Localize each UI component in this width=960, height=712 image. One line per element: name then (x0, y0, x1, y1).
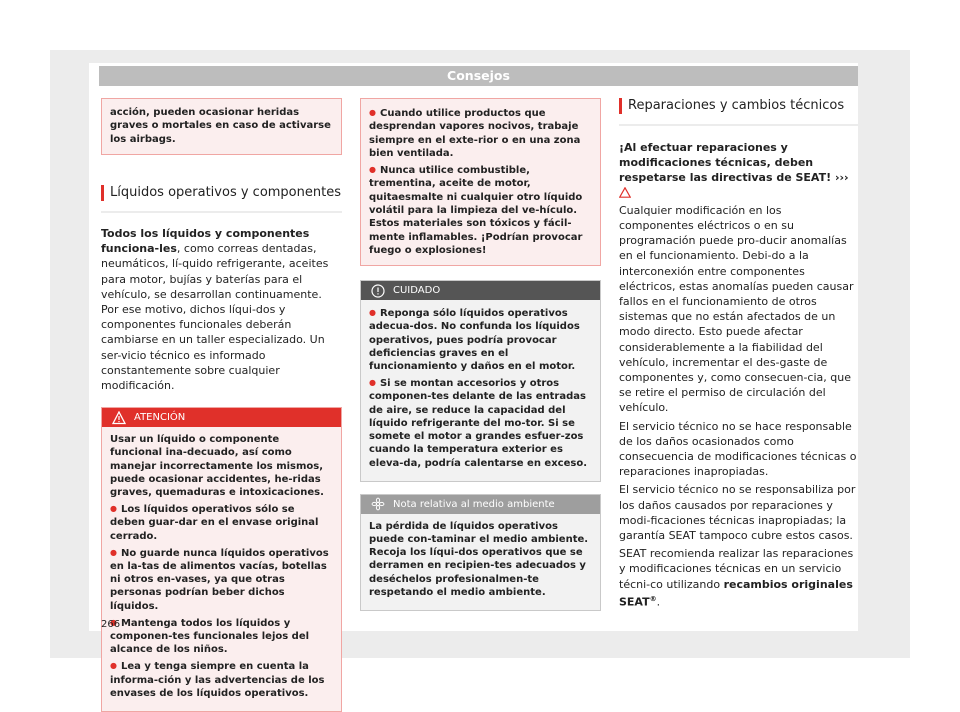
medio-ambiente-label: Nota relativa al medio ambiente (393, 498, 555, 510)
atencion-bullet: ● Mantenga todos los líquidos y componen-tes funcionales lejos del alcance de los niños. (110, 616, 333, 657)
section-divider (619, 124, 859, 126)
atencion-bullet: ● Lea y tenga siempre en cuenta la informa-ción y las advertencias de los envases de los líquidos operativos. (110, 659, 333, 700)
paragraph-4-start: SEAT recomienda realizar las reparaciones y modificaciones técnicas en un servicio técni-co utilizando (619, 547, 854, 591)
page-header: Consejos (99, 66, 858, 86)
atencion-intro: Usar un líquido o componente funcional ina-decuado, así como manejar incorrectamente los mismos, puede ocasionar accidentes, he-ridas graves, quemaduras e intoxicaciones. (110, 434, 324, 498)
atencion-bullet: ● Los líquidos operativos sólo se deben guar-dar en el envase original cerrado. (110, 502, 333, 543)
warning-continuation-box (360, 98, 601, 266)
warning-continuation-text: acción, pueden ocasionar heridas graves o mortales en caso de activarse los airbags. (110, 107, 331, 145)
medio-ambiente-box (360, 494, 601, 611)
atencion-box (101, 407, 342, 712)
page-number: 266 (101, 619, 121, 630)
cuidado-bullet: ● Si se montan accesorios y otros componen-tes delante de las entradas de aire, se reduce la capacidad del líquido refrigerante del mo-tor. Si se somete el motor a grandes esfuer-zos cuando la temperatura exterior es eleva-da, podría calentarse en exceso. (369, 376, 592, 469)
atencion-label: ATENCIÓN (134, 412, 186, 424)
reparaciones-paragraph-3: El servicio técnico no se responsabiliza por los daños causados por reparaciones y modi-ficaciones técnicas inapropiadas; la garantía SEAT tampoco cubre estos casos. (619, 483, 856, 543)
reparaciones-intro (619, 140, 859, 201)
flower-icon (371, 497, 385, 511)
cuidado-label: CUIDADO (393, 285, 441, 297)
atencion-bullet: ● No guarde nunca líquidos operativos en la-tas de alimentos vacías, botellas ni otros en-vases, ya que otras personas podrían beber dichos líquidos. (110, 546, 333, 613)
column-middle (360, 98, 601, 611)
cuidado-header (361, 281, 600, 300)
warning-bullet: ● Cuando utilice productos que desprendan vapores nocivos, trabaje siempre en el exte-rior o en una zona bien ventilada. (369, 106, 593, 160)
liquidos-body: , como correas dentadas, neumáticos, lí-quido refrigerante, aceites para motor, bujías y baterías para el vehículo, se desarrollan continuamente. Por ese motivo, dichos líqui-dos y componentes funcionales deberán cambiarse en un taller especializado. Un ser-vicio técnico es informado constantemente sobre cualquier modificación. (101, 242, 329, 392)
exclamation-circle-icon (371, 284, 385, 298)
reparaciones-paragraph-1: Cualquier modificación en los componentes eléctricos o en su programación puede pro-ducir anomalías en el funcionamiento. Debi-do a la interconexión entre componentes eléctricos, estas anomalías pueden causar fallos en el funcionamiento de otros sistemas que no están afectados de un modo directo. Esto puede afectar considerablemente a la fiabilidad del vehículo, incrementar el des-gaste de componentes y, como consecuen-cia, que se retire el permiso de circulación del vehículo. (619, 203, 854, 415)
warning-triangle-icon (619, 187, 631, 198)
liquidos-paragraph (101, 226, 342, 393)
cuidado-box (360, 280, 601, 481)
cuidado-body (361, 300, 600, 480)
paragraph-4-bold: recambios originales SEAT (619, 577, 853, 609)
section-divider (101, 211, 342, 213)
medio-ambiente-body (361, 514, 600, 610)
medio-ambiente-text: La pérdida de líquidos operativos puede con-taminar el medio ambiente. Recoja los líqui-dos operativos que se derramen en recipien-tes adecuados y deséchelos profesionalmen-te respetando el medio ambiente. (369, 520, 589, 598)
warning-triangle-icon (112, 411, 126, 425)
warning-bullet: ● Nunca utilice combustible, trementina, aceite de motor, quitaesmalte ni cualquier otro líquido volátil para la limpieza del ve-hículo. Estos materiales son tóxicos y fácil-mente inflamables. ¡Podrían provocar fuego o explosiones! (369, 163, 593, 257)
column-left (101, 98, 342, 712)
section-title-liquidos: Líquidos operativos y componentes (101, 185, 342, 201)
column-right (619, 98, 859, 610)
paragraph-4-end: . (656, 595, 661, 609)
atencion-header (102, 408, 341, 427)
reparaciones-intro-text: ¡Al efectuar reparaciones y modificaciones técnicas, deben respetarse las directivas de SEAT! ››› (619, 141, 849, 185)
registered-mark: ® (649, 594, 657, 603)
reparaciones-paragraph-4 (619, 546, 859, 609)
section-title-reparaciones: Reparaciones y cambios técnicos (619, 98, 859, 114)
cuidado-bullet: ● Reponga sólo líquidos operativos adecua-dos. No confunda los líquidos operativos, pues podría provocar deficiencias graves en el funcionamiento y daños en el motor. (369, 306, 592, 373)
atencion-body (102, 427, 341, 711)
liquidos-bold-lead: Todos los líquidos y componentes funciona-les (101, 226, 310, 256)
reparaciones-paragraph-2: El servicio técnico no se hace responsable de los daños ocasionados como consecuencia de modificaciones técnicas o reparaciones inapropiadas. (619, 419, 857, 479)
warning-continuation-box (101, 98, 342, 155)
medio-ambiente-header (361, 495, 600, 514)
